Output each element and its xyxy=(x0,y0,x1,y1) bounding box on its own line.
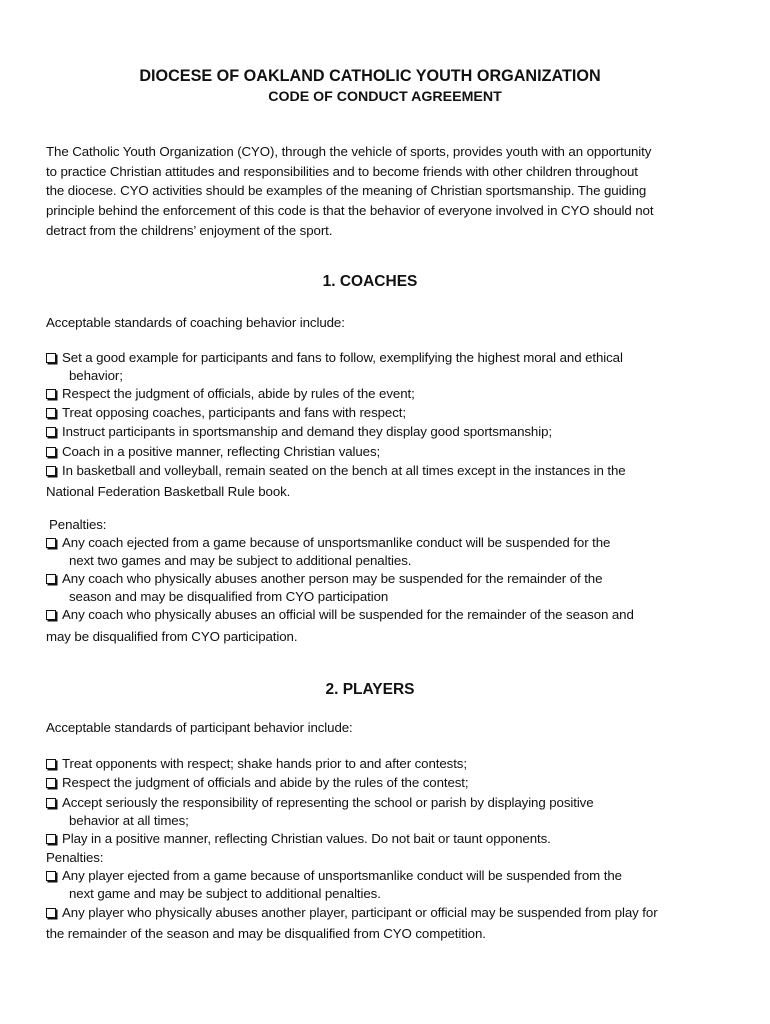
list-item: Accept seriously the responsibility of representing the school or parish by displaying positive xyxy=(46,794,594,811)
checkbox-bullet-icon xyxy=(46,466,56,476)
list-item-continuation: behavior at all times; xyxy=(69,813,189,828)
list-item: Any coach who physically abuses an official will be suspended for the remainder of the season and xyxy=(46,606,634,623)
checkbox-bullet-icon xyxy=(46,447,56,457)
list-item: Instruct participants in sportsmanship and demand they display good sportsmanship; xyxy=(46,423,552,440)
players-lead: Acceptable standards of participant behavior include: xyxy=(46,720,353,735)
list-item: Any coach who physically abuses another person may be suspended for the remainder of the xyxy=(46,570,602,587)
coaches-penalties-label: Penalties: xyxy=(49,517,107,532)
intro-line: detract from the childrens’ enjoyment of the sport. xyxy=(46,223,333,238)
list-item-continuation: National Federation Basketball Rule book. xyxy=(46,484,291,499)
coaches-heading: 1. COACHES xyxy=(322,273,418,290)
document-subtitle: CODE OF CONDUCT AGREEMENT xyxy=(268,89,502,105)
checkbox-bullet-icon xyxy=(46,759,56,769)
checkbox-bullet-icon xyxy=(46,834,56,844)
list-item-continuation: may be disqualified from CYO participation. xyxy=(46,629,298,644)
checkbox-bullet-icon xyxy=(46,427,56,437)
intro-line: to practice Christian attitudes and responsibilities and to become friends with other children throughout xyxy=(46,164,638,179)
intro-line: the diocese. CYO activities should be examples of the meaning of Christian sportsmanship. The guiding xyxy=(46,183,647,198)
list-item-continuation: season and may be disqualified from CYO participation xyxy=(69,589,389,604)
checkbox-bullet-icon xyxy=(46,908,56,918)
checkbox-bullet-icon xyxy=(46,408,56,418)
checkbox-bullet-icon xyxy=(46,538,56,548)
checkbox-bullet-icon xyxy=(46,871,56,881)
intro-line: principle behind the enforcement of this code is that the behavior of everyone involved in CYO should not xyxy=(46,203,654,218)
players-heading: 2. PLAYERS xyxy=(325,681,415,698)
list-item: Any player ejected from a game because of unsportsmanlike conduct will be suspended from the xyxy=(46,867,622,884)
checkbox-bullet-icon xyxy=(46,778,56,788)
list-item: Set a good example for participants and fans to follow, exemplifying the highest moral and ethical xyxy=(46,349,623,366)
list-item: Any player who physically abuses another player, participant or official may be suspended from play for xyxy=(46,904,658,921)
checkbox-bullet-icon xyxy=(46,610,56,620)
list-item-continuation: next two games and may be subject to additional penalties. xyxy=(69,553,412,568)
list-item-continuation: the remainder of the season and may be disqualified from CYO competition. xyxy=(46,926,486,941)
list-item-continuation: next game and may be subject to additional penalties. xyxy=(69,886,381,901)
list-item: In basketball and volleyball, remain seated on the bench at all times except in the instances in the xyxy=(46,462,626,479)
list-item: Treat opponents with respect; shake hands prior to and after contests; xyxy=(46,755,467,772)
list-item: Any coach ejected from a game because of unsportsmanlike conduct will be suspended for the xyxy=(46,534,610,551)
list-item: Treat opposing coaches, participants and fans with respect; xyxy=(46,404,406,421)
intro-line: The Catholic Youth Organization (CYO), through the vehicle of sports, provides youth with an opportunity xyxy=(46,144,652,159)
organization-title: DIOCESE OF OAKLAND CATHOLIC YOUTH ORGANIZATION xyxy=(139,67,601,85)
coaches-lead: Acceptable standards of coaching behavior include: xyxy=(46,315,345,330)
list-item: Respect the judgment of officials, abide by rules of the event; xyxy=(46,385,415,402)
list-item: Respect the judgment of officials and abide by the rules of the contest; xyxy=(46,774,469,791)
checkbox-bullet-icon xyxy=(46,353,56,363)
checkbox-bullet-icon xyxy=(46,574,56,584)
list-item: Coach in a positive manner, reflecting Christian values; xyxy=(46,443,380,460)
checkbox-bullet-icon xyxy=(46,798,56,808)
list-item-continuation: behavior; xyxy=(69,368,123,383)
checkbox-bullet-icon xyxy=(46,389,56,399)
list-item: Play in a positive manner, reflecting Christian values. Do not bait or taunt opponents. xyxy=(46,830,551,847)
players-penalties-label: Penalties: xyxy=(46,850,104,865)
